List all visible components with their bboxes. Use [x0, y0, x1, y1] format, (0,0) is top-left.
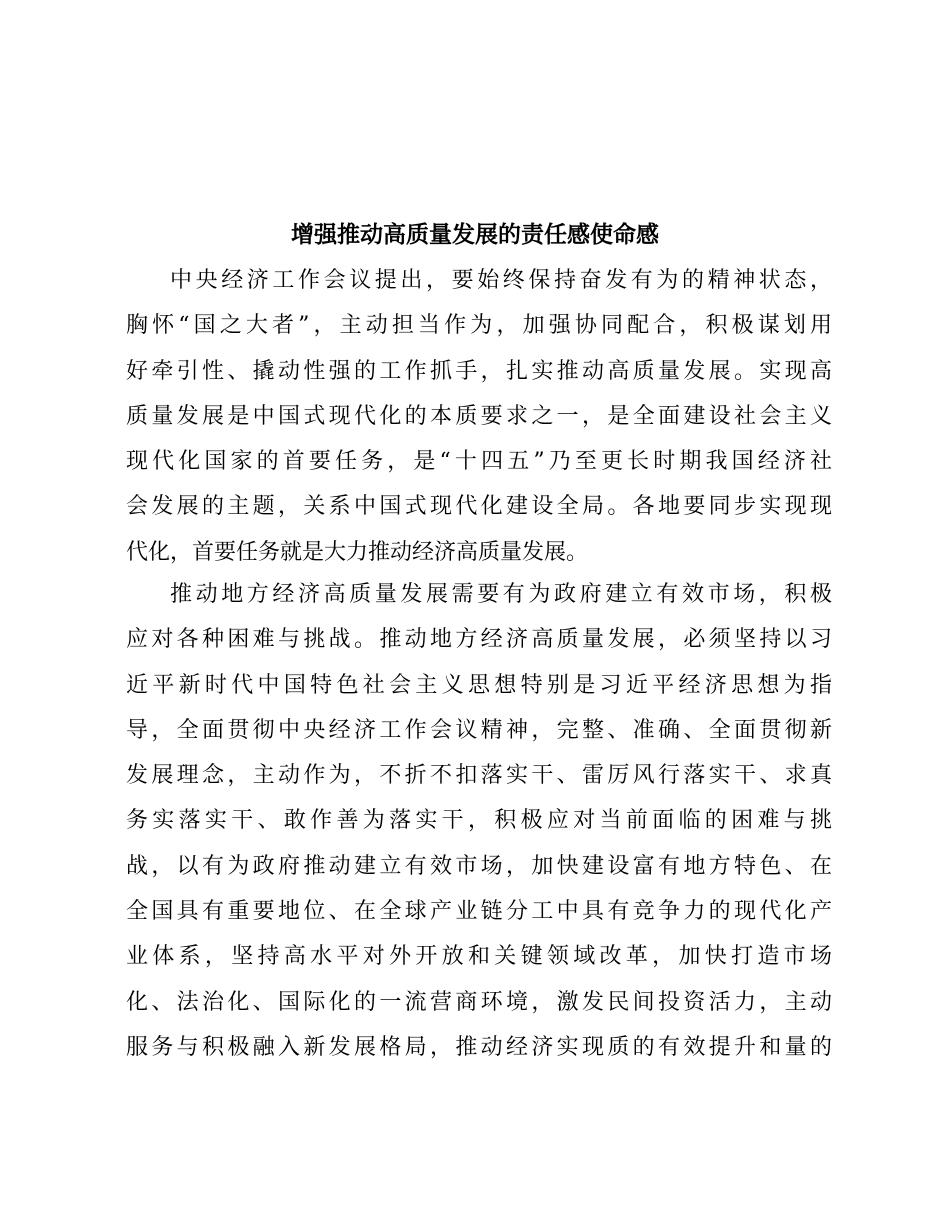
text-line: 代化，首要任务就是大力推动经济高质量发展。	[126, 539, 589, 565]
document-title: 增强推动高质量发展的责任感使命感	[291, 221, 659, 248]
text-line: 全国具有重要地位、在全球产业链分工中具有竞争力的现代化产	[126, 899, 832, 925]
text-line: 业体系，坚持高水平对外开放和关键领域改革，加快打造市场	[126, 944, 832, 970]
text-line: 服务与积极融入新发展格局，推动经济实现质的有效提升和量的	[126, 1034, 832, 1060]
text-line: 会发展的主题，关系中国式现代化建设全局。各地要同步实现现	[126, 494, 832, 520]
text-line: 胸怀“国之大者”，主动担当作为，加强协同配合，积极谋划用	[126, 313, 832, 339]
text-line: 战，以有为政府推动建立有效市场，加快建设富有地方特色、在	[126, 853, 832, 879]
text-line: 好牵引性、撬动性强的工作抓手，扎实推动高质量发展。实现高	[126, 358, 832, 384]
text-line: 应对各种困难与挑战。推动地方经济高质量发展，必须坚持以习	[126, 627, 832, 653]
text-line: 推动地方经济高质量发展需要有为政府建立有效市场，积极	[170, 582, 832, 607]
text-line: 质量发展是中国式现代化的本质要求之一，是全面建设社会主义	[126, 403, 832, 429]
text-line: 现代化国家的首要任务，是“十四五”乃至更长时期我国经济社	[126, 449, 832, 475]
text-line: 化、法治化、国际化的一流营商环境，激发民间投资活力，主动	[126, 989, 832, 1015]
paragraph-1	[126, 258, 832, 575]
text-line: 导，全面贯彻中央经济工作会议精神，完整、准确、全面贯彻新	[126, 717, 832, 743]
text-line: 发展理念，主动作为，不折不扣落实干、雷厉风行落实干、求真	[126, 763, 832, 789]
text-line: 近平新时代中国特色社会主义思想特别是习近平经济思想为指	[126, 672, 832, 698]
text-line: 中央经济工作会议提出，要始终保持奋发有为的精神状态，	[170, 268, 832, 293]
text-line: 务实落实干、敢作善为落实干，积极应对当前面临的困难与挑	[126, 808, 832, 834]
paragraph-2	[126, 572, 832, 1070]
